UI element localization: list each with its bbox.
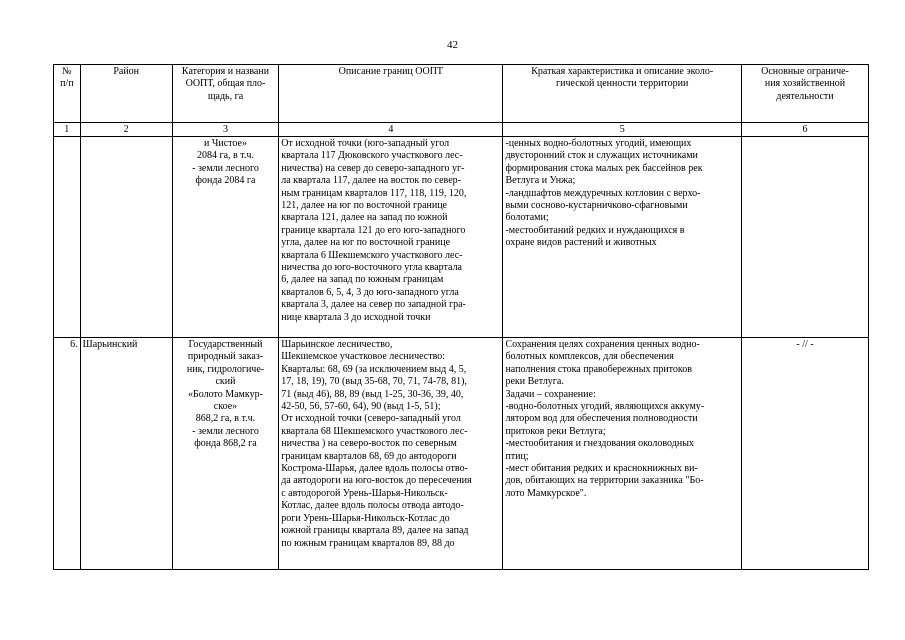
text-line: квартала 3, далее на север по западной гра- (281, 299, 466, 311)
text-line: фонда 2084 га (195, 175, 256, 187)
text-line: Котлас, далее вдоль полосы отвода автодо- (281, 500, 464, 512)
text-line: Краткая характеристика и описание эколо- (531, 66, 714, 77)
page-number: 42 (447, 39, 458, 51)
text-line: 121, далее на юг по восточной границе (281, 200, 447, 212)
text-line: ский (215, 376, 236, 388)
district-cell (80, 137, 172, 338)
text-line: От исходной точки (северо-западный угол (281, 413, 461, 425)
text-line: границам кварталов 68, 69 до автодороги (281, 450, 457, 462)
text-line: п/п (60, 78, 74, 90)
text-line: 6. (70, 339, 78, 350)
text-line: границе квартала 121 до его юго-западного (281, 224, 466, 236)
text-line: 71 (выд 46), 88, 89 (выд 1-25, 30-36, 39, 40, (281, 388, 464, 400)
text-line: болотных комплексов, для обеспечения (505, 351, 674, 363)
text-line: лото Мамкурское". (505, 487, 587, 499)
column-number: 1 (54, 123, 81, 137)
text-line: деятельности (776, 90, 834, 102)
text-line: лятором вод для обеспечения полноводности (505, 413, 698, 425)
text-line: квартала 121, далее на запад по южной (281, 212, 448, 224)
text-line: охране видов растений и животных (505, 237, 657, 249)
text-line: выми сосново-кустарничково-сфагновыми (505, 200, 688, 212)
text-line: дов, обитающих на территории заказника "Бо- (505, 475, 704, 487)
text-line: угла, далее на юг по восточной границе (281, 237, 451, 249)
text-line: щадь, га (207, 90, 244, 102)
text-line: притоков реки Ветлуга; (505, 425, 606, 437)
text-line: Ветлуга и Унжа; (505, 175, 576, 187)
text-line: болотами; (505, 212, 549, 224)
text-line: нице квартала 3 до исходной точки (281, 311, 431, 323)
text-line: с автодорогой Урень-Шарья-Никольск- (281, 487, 448, 499)
column-number: 6 (741, 123, 868, 137)
column-number-row (54, 123, 869, 137)
text-line: ООПТ, общая пло- (185, 78, 266, 90)
restrictions-cell (741, 338, 868, 570)
text-line: гической ценности территории (556, 78, 689, 90)
text-line: ник, гидрологиче- (186, 363, 265, 375)
column-number: 2 (80, 123, 172, 137)
text-line: квартала 68 Шекшемского участкового лес- (281, 425, 468, 437)
text-line: Задачи – сохранение: (505, 388, 596, 400)
text-line: -ценных водно-болотных угодий, имеющих (505, 138, 692, 149)
protected-areas-table (53, 64, 869, 570)
text-line: ничества ) на северо-восток по северным (281, 438, 457, 450)
category-cell (172, 137, 278, 338)
text-line: От исходной точки (юго-западный угол (281, 138, 450, 149)
column-number: 3 (172, 123, 278, 137)
text-line: Шекшемское участковое лесничество: (281, 351, 446, 363)
restrictions-cell (741, 137, 868, 338)
text-line: Сохранения целях сохранения ценных водно- (505, 339, 700, 350)
text-line: Шарьинское лесничество, (281, 339, 393, 350)
text-line: птиц; (505, 450, 529, 462)
text-line: - // - (796, 339, 814, 350)
text-line: 868,2 га, в т.ч. (195, 413, 256, 425)
text-line: 6, далее на запад по южным границам (281, 274, 444, 286)
text-line: Шарьинский (82, 339, 138, 350)
text-line: ничества) на север до северо-западного уг- (281, 162, 465, 174)
header-cell-boundaries (279, 65, 503, 123)
text-line: -местообитаний редких и нуждающихся в (505, 224, 685, 236)
text-line: квартала 117 Дюковского участкового лес- (281, 150, 463, 162)
text-line: природный заказ- (187, 351, 264, 363)
text-line: квартала 6 Шекшемского участкового лес- (281, 249, 463, 261)
text-line: «Болото Мамкур- (188, 388, 263, 400)
text-line: Государственный (188, 339, 263, 350)
text-line: формирования стока малых рек бассейнов рек (505, 162, 703, 174)
text-line: - земли лесного (192, 162, 259, 174)
text-line: ния хозяйственной (764, 78, 846, 90)
text-line: да автодороги на юго-восток до пересечения (281, 475, 472, 487)
text-line: по южным границам кварталов 89, 88 до (281, 537, 455, 549)
boundaries-cell (279, 338, 503, 570)
table-row (54, 338, 869, 570)
header-cell-characteristics (503, 65, 742, 123)
text-line: -мест обитания редких и краснокнижных ви- (505, 463, 698, 475)
text-line: 17, 18, 19), 70 (выд 35-68, 70, 71, 74-78, 81), (281, 376, 467, 388)
text-line: -водно-болотных угодий, являющихся аккуму- (505, 401, 705, 413)
text-line: № (62, 66, 72, 77)
characteristics-cell (503, 338, 742, 570)
text-line: южной границы квартала 89, далее на запад (281, 525, 469, 537)
header-cell-district (80, 65, 172, 123)
text-line: кварталов 6, 5, 4, 3 до юго-западного угла (281, 286, 459, 298)
text-line: -ландшафтов междуречных котловин с верхо- (505, 187, 701, 199)
text-line: двусторонний сток и служащих источниками (505, 150, 698, 162)
text-line: ское» (213, 401, 238, 413)
text-line: фонда 868,2 га (194, 438, 257, 450)
text-line: Район (113, 66, 140, 77)
category-cell (172, 338, 278, 570)
text-line: Основные ограниче- (761, 66, 849, 77)
text-line: и Чистое» (204, 138, 247, 149)
text-line: Категория и названи (181, 66, 270, 77)
text-line: роги Урень-Шарья-Никольск-Котлас до (281, 512, 450, 524)
text-line: 42-50, 56, 57-60, 64), 90 (выд 1-5, 51); (281, 401, 441, 413)
header-cell-restrictions (741, 65, 868, 123)
text-line: ничества до юго-восточного угла квартала (281, 262, 462, 274)
text-line: Описание границ ООПТ (338, 66, 444, 77)
table-header-row (54, 65, 869, 123)
text-line: ла квартала 117, далее на восток по север- (281, 175, 461, 187)
boundaries-cell (279, 137, 503, 338)
text-line: 2084 га, в т.ч. (197, 150, 254, 162)
text-line: Кострома-Шарья, далее вдоль полосы отво- (281, 463, 468, 475)
district-cell (80, 338, 172, 570)
column-number: 5 (503, 123, 742, 137)
row-number (54, 137, 81, 338)
characteristics-cell (503, 137, 742, 338)
text-line: наполнения стока правобережных притоков (505, 363, 692, 375)
table-row (54, 137, 869, 338)
text-line: Кварталы: 68, 69 (за исключением выд 4, 5, (281, 363, 467, 375)
text-line: ным границам кварталов 117, 118, 119, 120, (281, 187, 467, 199)
text-line: -местообитания и гнездования околоводных (505, 438, 694, 450)
header-cell-category (172, 65, 278, 123)
text-line: реки Ветлуга. (505, 376, 564, 388)
column-number: 4 (279, 123, 503, 137)
text-line: - земли лесного (192, 425, 259, 437)
row-number (54, 338, 81, 570)
header-cell-number (54, 65, 81, 123)
